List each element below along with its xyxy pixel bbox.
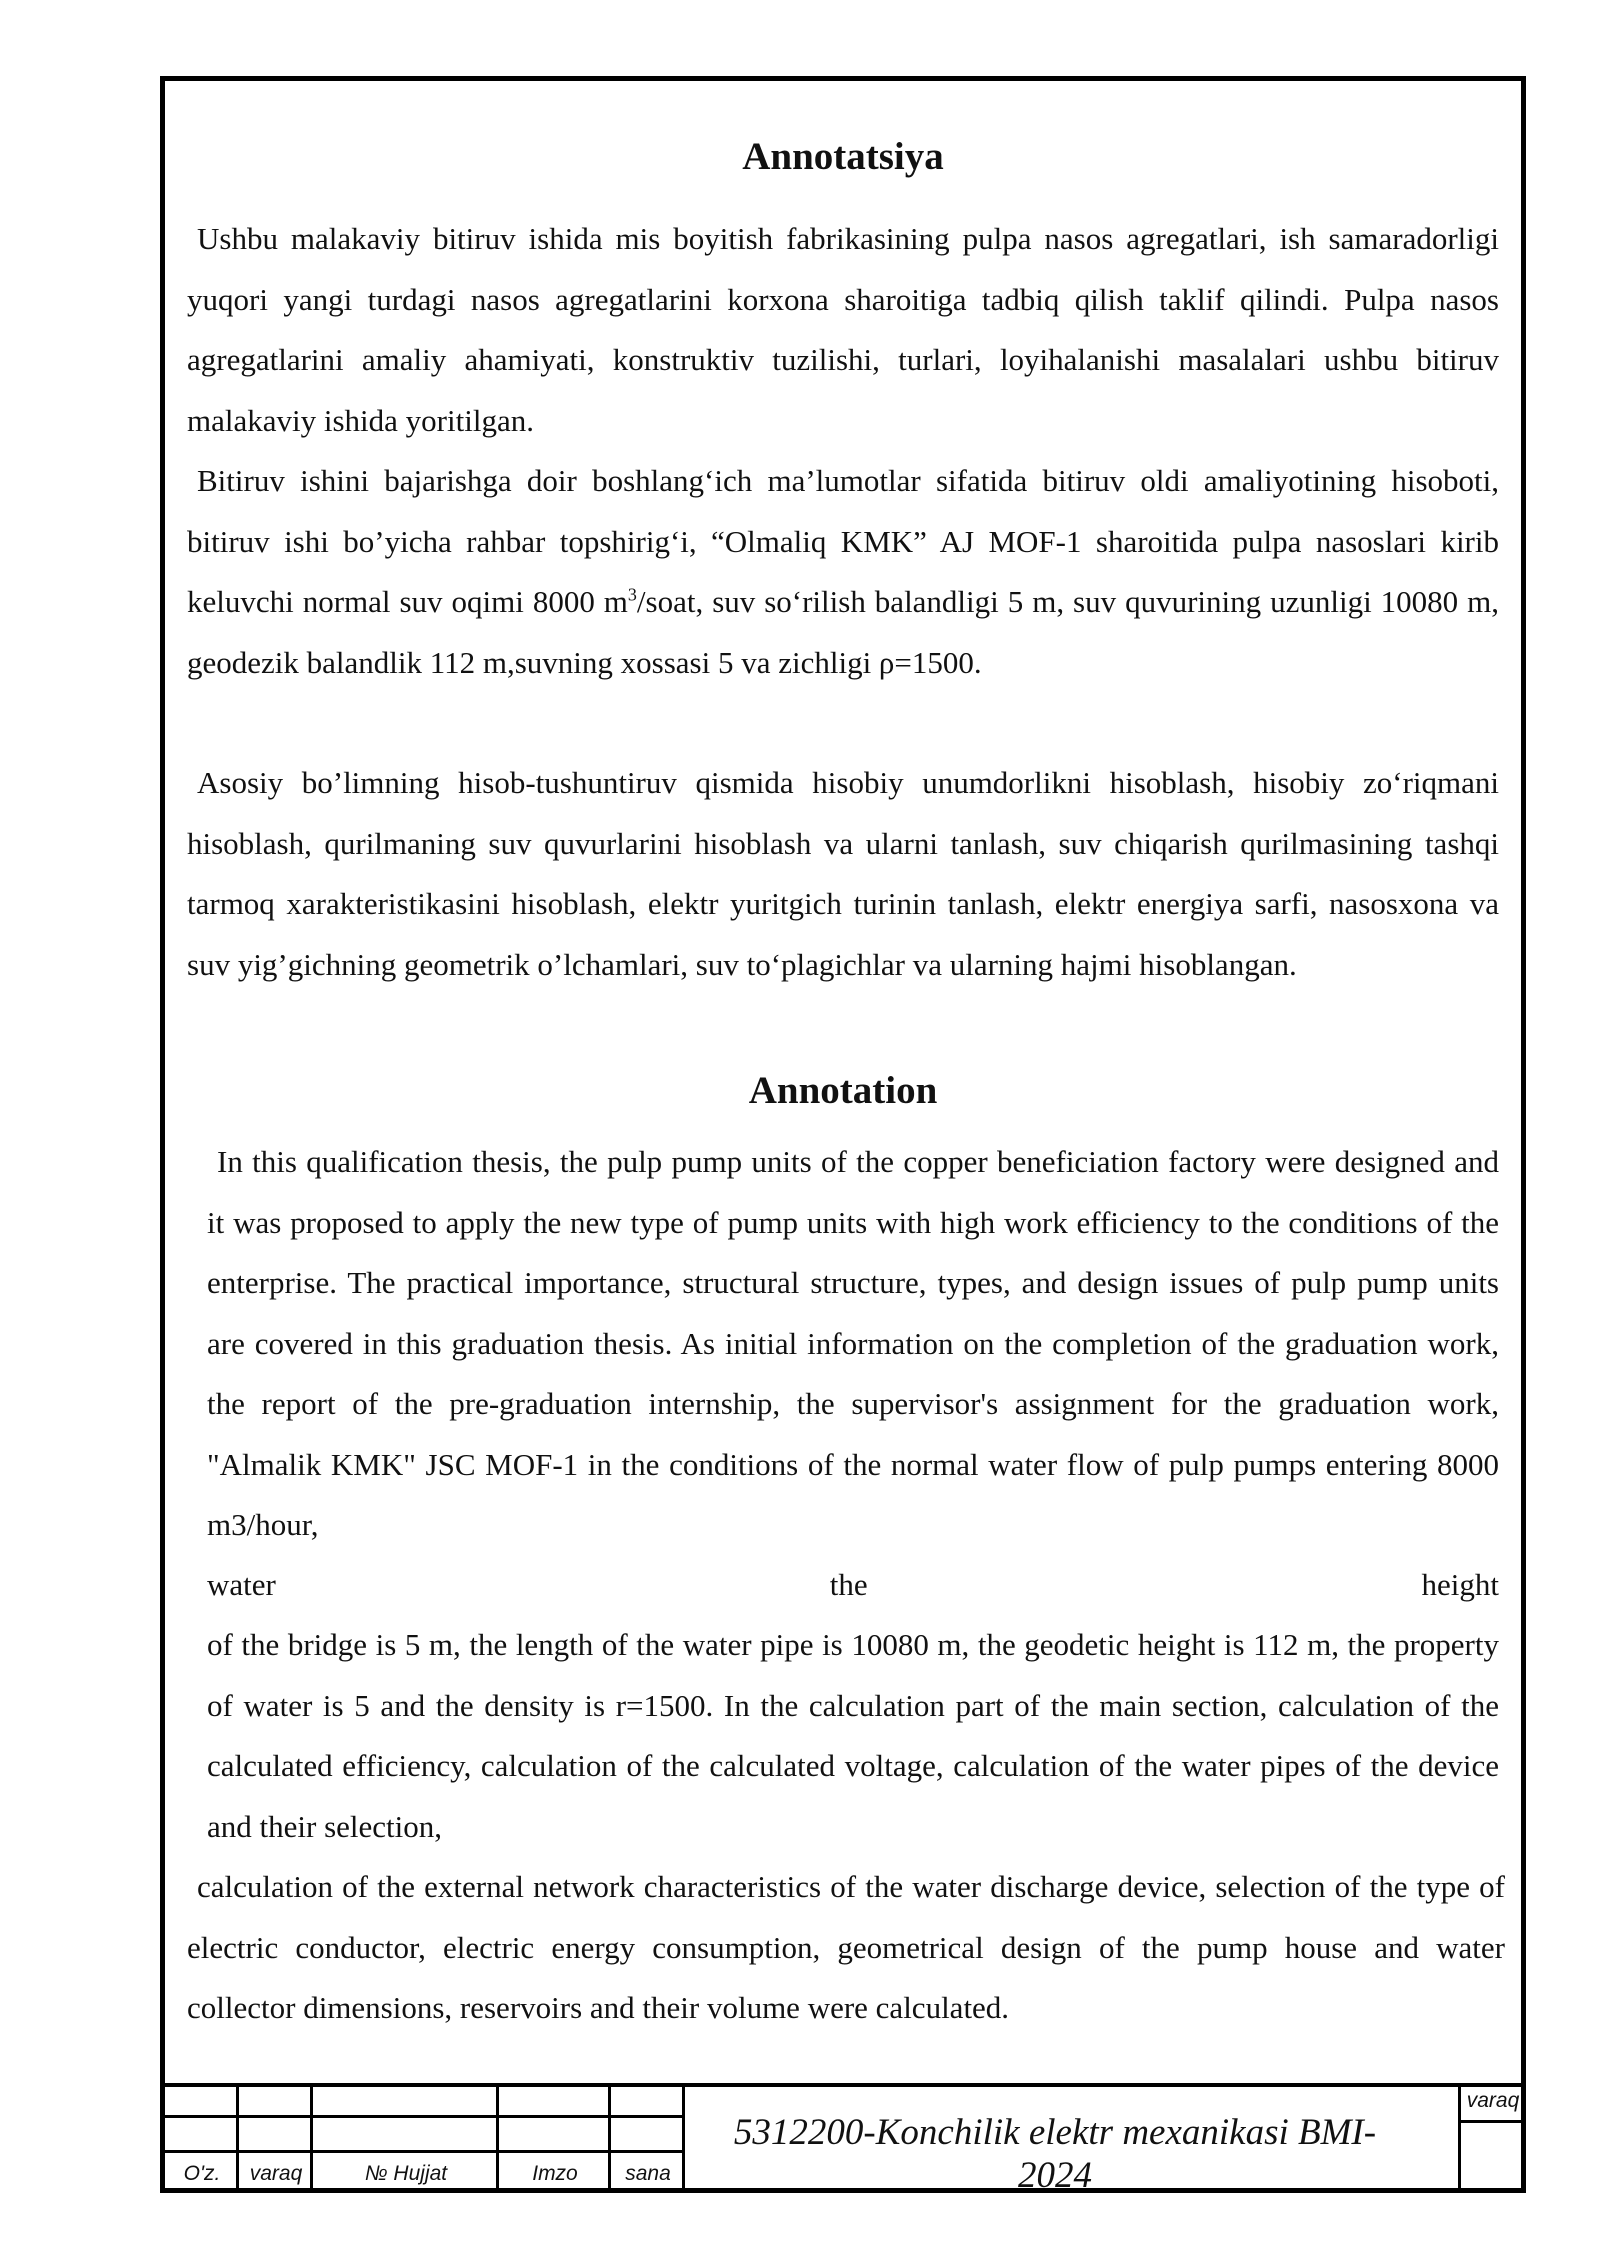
stamp-sheet-divider: [1457, 2087, 1461, 2188]
annotatsiya-paragraph-3: Asosiy bo’limning hisob-tushuntiruv qismida hisobiy unumdorlikni hisoblash, hisobiy zo‘riqmani hisoblash, qurilmaning suv quvurlarini hisoblash va ularni tanlash, suv chiqarish qurilmasining tashqi tarmoq xarakteristikasini hisoblash, elektr yuritgich turinin tanlash, elektr energiya sarfi, nasosxona va suv yig’gichning geometrik o’lchamlari, suv to‘plagichlar va ularning hajmi hisoblangan.: [187, 765, 1499, 982]
annotatsiya-paragraph-2: [187, 451, 1499, 693]
spread-word-the: the: [829, 1567, 868, 1602]
spread-word-height: height: [1421, 1567, 1499, 1602]
stamp-label-varaq: varaq: [249, 2162, 303, 2185]
stamp-document-title: 5312200-Konchilik elektr mexanikasi BMI-2024: [733, 2112, 1377, 2196]
stamp-label-oz: O'z.: [183, 2162, 221, 2185]
stamp-sheet-label: varaq: [1466, 2089, 1520, 2112]
page-frame: [160, 76, 1526, 2196]
annotatsiya-paragraph-2-start: Bitiruv ishini bajarishga doir boshlang‘ich ma’lumotlar sifatida bitiruv oldi amaliyotining hisoboti, bitiruv ishi bo’yicha rahbar topshirig‘i, “Olmaliq KMK” AJ MOF-1 sharoitida pulpa nasoslari kirib keluvchi normal suv oqimi 8000 m: [187, 463, 1499, 619]
annotatsiya-heading: Annotatsiya: [742, 135, 944, 178]
title-block-stamp: [165, 2083, 1521, 2196]
annotation-paragraph-2: of the bridge is 5 m, the length of the water pipe is 10080 m, the geodetic height is 112 m, the property of water is 5 and the density is r=1500. In the calculation part of the main section, calculation of the calculated efficiency, calculation of the calculated voltage, calculation of the water pipes of the device and their selection,: [207, 1627, 1499, 1844]
stamp-sheet-line: [1460, 2120, 1526, 2123]
annotation-paragraph-3: calculation of the external network characteristics of the water discharge device, selection of the type of electric conductor, electric energy consumption, geometrical design of the pump house and water collector dimensions, reservoirs and their volume were calculated.: [187, 1869, 1505, 2025]
annotatsiya-paragraph-2-end: /soat, suv so‘rilish balandligi 5 m, suv quvurining uzunligi 10080 m, geodezik balandlik 112 m,suvning xossasi 5 va zichligi ρ=1500.: [187, 584, 1499, 680]
annotation-heading: Annotation: [748, 1069, 938, 1112]
stamp-label-imzo: Imzo: [532, 2162, 578, 2185]
stamp-label-hujjat: № Hujjat: [364, 2162, 448, 2185]
stamp-row-line-2: [165, 2150, 685, 2153]
annotatsiya-paragraph-1: Ushbu malakaviy bitiruv ishida mis boyitish fabrikasining pulpa nasos agregatlari, ish samaradorligi yuqori yangi turdagi nasos agregatlarini korxona sharoitiga tadbiq qilish taklif qilindi. Pulpa nasos agregatlarini amaliy ahamiyati, konstruktiv tuzilishi, turlari, loyihalanishi masalalari ushbu bitiruv malakaviy ishida yoritilgan.: [187, 221, 1499, 438]
spread-word-water: water: [207, 1567, 276, 1602]
annotation-spread-line: [207, 1555, 1499, 1616]
stamp-row-line-1: [165, 2115, 685, 2118]
annotation-paragraph-1: In this qualification thesis, the pulp pump units of the copper beneficiation factory were designed and it was proposed to apply the new type of pump units with high work efficiency to the conditions of the enterprise. The practical importance, structural structure, types, and design issues of pulp pump units are covered in this graduation thesis. As initial information on the completion of the graduation work, the report of the pre-graduation internship, the supervisor's assignment for the graduation work, "Almalik KMK" JSC MOF-1 in the conditions of the normal water flow of pulp pumps entering 8000 m3/hour,: [207, 1144, 1499, 1542]
stamp-label-sana: sana: [625, 2162, 671, 2185]
superscript-3: 3: [627, 584, 637, 605]
